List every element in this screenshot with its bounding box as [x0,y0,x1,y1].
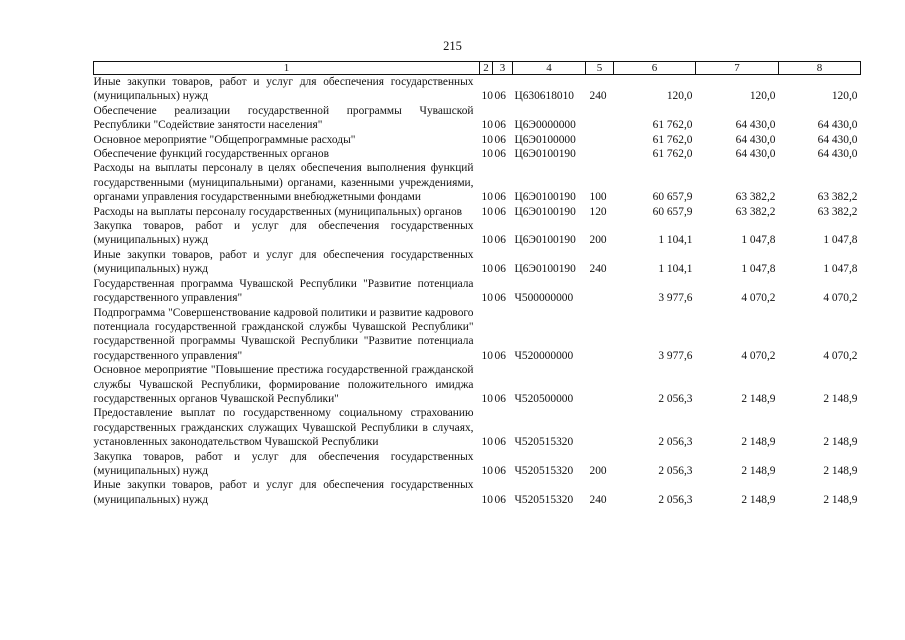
row-target-article: Ц6Э0100190 [514,263,576,276]
row-subsection-code: 06 [494,263,506,276]
row-expense-type [586,363,614,406]
row-amount-col6: 3 977,6 [658,292,693,305]
row-amount-col6: 60 657,9 [652,191,693,204]
row-amount-col7: 63 382,2 [735,205,776,218]
row-target-article: Ц6Э0100190 [514,205,576,218]
row-name: Подпрограмма "Совершенствование кадровой политики и развитие кадрового потенциала государственной гражданской службы Чувашской Республики" государственной программы Чувашской Республики "Развитие потенциала государственного управления" [93,306,474,362]
header-col-4: 4 [513,62,586,75]
row-amount-col7: 1 047,8 [741,234,776,247]
header-col-3: 3 [493,62,513,75]
row-amount-col8: 63 382,2 [817,191,858,204]
row-target-article: Ц6Э0100190 [514,148,576,161]
table-row [94,133,861,147]
row-amount-col8: 64 430,0 [817,133,858,146]
row-expense-type: 240 [589,493,607,506]
row-section-code: 10 [481,234,493,247]
row-target-article: Ц6Э0100190 [514,234,576,247]
table-row [94,450,861,479]
row-expense-type: 120 [589,205,607,218]
row-expense-type [586,406,614,449]
row-section-code: 10 [481,464,493,477]
row-name: Расходы на выплаты персоналу государственных (муниципальных) органов [93,205,463,218]
row-name: Иные закупки товаров, работ и услуг для обеспечения государственных (муниципальных) нужд [93,479,474,506]
row-expense-type [586,104,614,133]
row-section-code: 10 [481,292,493,305]
table-row [94,219,861,248]
row-target-article: Ч520500000 [514,392,574,405]
row-amount-col8: 63 382,2 [817,205,858,218]
row-name: Обеспечение реализации государственной программы Чувашской Республики "Содействие занятости населения" [93,104,474,132]
row-expense-type [586,147,614,161]
page-number: 215 [443,39,462,53]
row-subsection-code: 06 [494,133,506,146]
row-amount-col6: 2 056,3 [658,392,693,405]
row-amount-col8: 2 148,9 [823,392,858,405]
row-amount-col8: 120,0 [831,90,858,103]
table-row [94,363,861,406]
row-target-article: Ц6Э0100000 [514,133,576,146]
row-name: Предоставление выплат по государственному социальному страхованию государственных гражданских служащих Чувашской Республики в случаях, установленных законодательством Чувашской Республики [93,407,474,449]
row-subsection-code: 06 [494,234,506,247]
table-row [94,161,861,204]
row-expense-type: 200 [589,464,607,477]
row-amount-col7: 1 047,8 [741,263,776,276]
row-section-code: 10 [481,119,493,132]
row-subsection-code: 06 [494,493,506,506]
table-row [94,75,861,104]
row-expense-type [586,133,614,147]
row-section-code: 10 [481,493,493,506]
row-section-code: 10 [481,191,493,204]
row-target-article: Ц630618010 [514,90,574,103]
table-row [94,104,861,133]
row-amount-col8: 4 070,2 [823,349,858,362]
row-amount-col6: 2 056,3 [658,464,693,477]
row-target-article: Ч520000000 [514,349,574,362]
row-amount-col8: 2 148,9 [823,436,858,449]
row-amount-col8: 1 047,8 [823,263,858,276]
row-section-code: 10 [481,205,493,218]
row-amount-col6: 61 762,0 [652,148,693,161]
row-subsection-code: 06 [494,191,506,204]
row-name: Основное мероприятие "Повышение престижа государственной гражданской службы Чувашской Республики, формирование положительного имиджа государственных органов Чувашской Республики" [93,364,474,405]
header-col-1: 1 [94,62,480,75]
row-expense-type: 240 [589,90,607,103]
table-row [94,406,861,449]
row-expense-type [586,277,614,306]
row-name: Закупка товаров, работ и услуг для обеспечения государственных (муниципальных) нужд [93,220,474,247]
row-target-article: Ц6Э0100190 [514,191,576,204]
row-amount-col7: 2 148,9 [741,436,776,449]
row-expense-type: 100 [589,191,607,204]
row-amount-col8: 64 430,0 [817,148,858,161]
row-amount-col6: 120,0 [666,90,693,103]
row-amount-col8: 2 148,9 [823,464,858,477]
row-expense-type: 240 [589,263,607,276]
row-name: Иные закупки товаров, работ и услуг для обеспечения государственных (муниципальных) нужд [93,76,474,103]
header-col-2: 2 [480,62,493,75]
header-col-5: 5 [586,62,614,75]
row-amount-col7: 2 148,9 [741,464,776,477]
row-name: Иные закупки товаров, работ и услуг для обеспечения государственных (муниципальных) нужд [93,248,474,276]
row-subsection-code: 06 [494,292,506,305]
row-amount-col8: 2 148,9 [823,493,858,506]
table-row [94,205,861,219]
row-name: Закупка товаров, работ и услуг для обеспечения государственных (муниципальных) нужд [93,450,474,477]
row-amount-col7: 63 382,2 [735,191,776,204]
row-section-code: 10 [481,148,493,161]
row-amount-col7: 120,0 [749,90,776,103]
row-section-code: 10 [481,392,493,405]
table-body [94,75,861,508]
row-target-article: Ч500000000 [514,292,574,305]
row-amount-col6: 61 762,0 [652,133,693,146]
row-amount-col7: 64 430,0 [735,133,776,146]
row-amount-col8: 4 070,2 [823,292,858,305]
budget-table [93,61,861,507]
row-section-code: 10 [481,436,493,449]
table-row [94,306,861,364]
row-subsection-code: 06 [494,349,506,362]
header-row [94,62,861,75]
table-row [94,277,861,306]
row-subsection-code: 06 [494,148,506,161]
row-amount-col7: 4 070,2 [741,292,776,305]
row-amount-col7: 64 430,0 [735,119,776,132]
row-target-article: Ц6Э0000000 [514,119,576,132]
row-subsection-code: 06 [494,119,506,132]
row-section-code: 10 [481,133,493,146]
row-amount-col7: 2 148,9 [741,493,776,506]
row-expense-type [586,306,614,364]
row-subsection-code: 06 [494,90,506,103]
row-amount-col8: 1 047,8 [823,234,858,247]
row-amount-col6: 1 104,1 [658,234,693,247]
row-subsection-code: 06 [494,436,506,449]
row-name: Государственная программа Чувашской Республики "Развитие потенциала государственного управления" [93,277,474,305]
row-amount-col7: 2 148,9 [741,392,776,405]
row-amount-col7: 4 070,2 [741,349,776,362]
row-expense-type: 200 [589,234,607,247]
row-section-code: 10 [481,263,493,276]
row-amount-col7: 64 430,0 [735,148,776,161]
row-subsection-code: 06 [494,392,506,405]
row-section-code: 10 [481,90,493,103]
table-row [94,248,861,277]
row-amount-col6: 61 762,0 [652,119,693,132]
row-name: Расходы на выплаты персоналу в целях обеспечения выполнения функций государственными (муниципальными) органами, казенными учреждениями, органами управления государственными внебюджетными фондами [93,162,474,204]
table-row [94,147,861,161]
row-name: Основное мероприятие "Общепрограммные расходы" [93,133,356,146]
row-target-article: Ч520515320 [514,464,574,477]
row-amount-col6: 2 056,3 [658,436,693,449]
row-amount-col8: 64 430,0 [817,119,858,132]
row-amount-col6: 60 657,9 [652,205,693,218]
row-amount-col6: 3 977,6 [658,349,693,362]
header-col-8: 8 [779,62,861,75]
header-col-7: 7 [696,62,779,75]
row-section-code: 10 [481,349,493,362]
row-target-article: Ч520515320 [514,436,574,449]
row-amount-col6: 1 104,1 [658,263,693,276]
row-subsection-code: 06 [494,205,506,218]
header-col-6: 6 [614,62,696,75]
row-target-article: Ч520515320 [514,493,574,506]
table-row [94,478,861,507]
row-name: Обеспечение функций государственных органов [93,148,329,161]
row-amount-col6: 2 056,3 [658,493,693,506]
row-subsection-code: 06 [494,464,506,477]
